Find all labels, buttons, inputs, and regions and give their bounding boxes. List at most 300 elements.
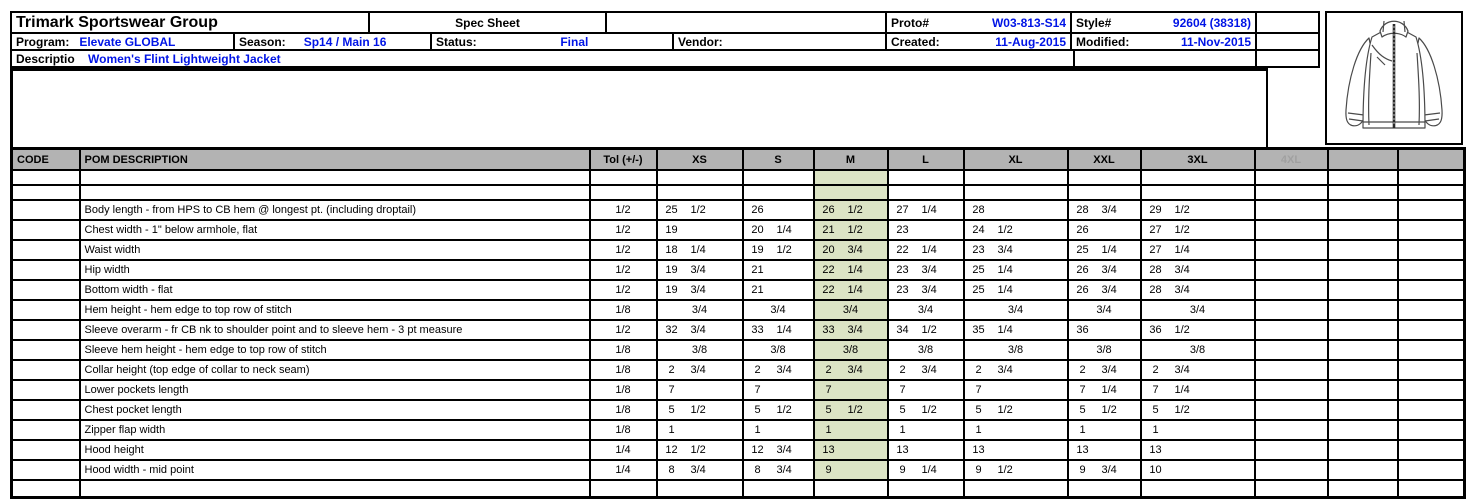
size-value-cell[interactable] [1068, 320, 1141, 340]
header-empty-cell [1257, 13, 1318, 32]
size-value-cell[interactable]: 3/8 [657, 340, 743, 360]
size-value-cell[interactable] [743, 260, 814, 280]
size-whole: 36 [1076, 324, 1089, 336]
tolerance-cell[interactable]: 1/4 [590, 460, 657, 480]
description-value[interactable]: Women's Flint Lightweight Jacket [88, 51, 281, 66]
empty-cell[interactable] [888, 185, 964, 200]
pom-row [12, 360, 1465, 380]
size-value-cell[interactable] [1141, 360, 1255, 380]
empty-cell[interactable] [743, 185, 814, 200]
empty-cell[interactable] [1068, 480, 1141, 498]
empty-cell[interactable] [1398, 185, 1465, 200]
size-value-cell[interactable] [1141, 280, 1255, 300]
season-cell [235, 34, 432, 49]
size-fraction: 1/4 [997, 264, 1013, 276]
empty-cell[interactable] [1328, 400, 1398, 420]
size-value-cell[interactable] [964, 320, 1068, 340]
size-value-cell[interactable] [964, 240, 1068, 260]
column-header-3xl: 3XL [1141, 149, 1255, 171]
pom-description-cell[interactable]: Hood height [80, 440, 590, 460]
empty-cell[interactable] [1398, 340, 1465, 360]
pom-description-cell[interactable]: Hip width [80, 260, 590, 280]
size-value-cell[interactable] [814, 220, 888, 240]
size-value-cell[interactable] [814, 400, 888, 420]
empty-cell[interactable] [1328, 170, 1398, 185]
code-cell[interactable] [12, 380, 80, 400]
empty-cell[interactable] [1255, 220, 1328, 240]
tolerance-cell[interactable]: 1/8 [590, 300, 657, 320]
size-value-cell[interactable] [1068, 280, 1141, 300]
tolerance-cell[interactable]: 1/4 [590, 440, 657, 460]
size-whole: 36 [1149, 324, 1162, 336]
code-cell[interactable] [12, 460, 80, 480]
size-value-cell[interactable]: 3/8 [888, 340, 964, 360]
pom-description-cell[interactable]: Waist width [80, 240, 590, 260]
pom-description-cell[interactable]: Sleeve hem height - hem edge to top row of stitch [80, 340, 590, 360]
size-value-cell[interactable] [657, 360, 743, 380]
size-whole: 1 [1079, 424, 1086, 436]
size-whole: 1 [975, 424, 982, 436]
size-value-cell[interactable] [964, 460, 1068, 480]
size-whole: 5 [668, 404, 675, 416]
size-value-cell[interactable] [964, 380, 1068, 400]
size-fraction: 3/4 [847, 364, 863, 376]
size-fraction: 3/4 [921, 264, 937, 276]
empty-cell[interactable] [1328, 240, 1398, 260]
size-whole: 22 [822, 284, 835, 296]
pom-description-cell[interactable]: Lower pockets length [80, 380, 590, 400]
empty-cell[interactable] [1398, 440, 1465, 460]
pom-description-cell[interactable]: Chest width - 1" below armhole, flat [80, 220, 590, 240]
empty-cell[interactable] [1398, 400, 1465, 420]
size-whole: 33 [751, 324, 764, 336]
size-whole: 29 [1149, 204, 1162, 216]
vendor-label: Vendor: [678, 34, 723, 49]
size-value-cell[interactable] [814, 200, 888, 220]
empty-cell[interactable] [964, 185, 1068, 200]
size-value-cell[interactable] [1141, 200, 1255, 220]
empty-cell[interactable] [1398, 240, 1465, 260]
empty-cell[interactable] [1398, 460, 1465, 480]
size-value-cell[interactable] [743, 320, 814, 340]
size-value-cell[interactable] [1141, 460, 1255, 480]
empty-cell[interactable] [80, 185, 590, 200]
size-value-cell[interactable] [888, 460, 964, 480]
code-cell[interactable] [12, 220, 80, 240]
size-value-cell[interactable] [657, 260, 743, 280]
empty-cell[interactable] [1328, 460, 1398, 480]
size-value-cell[interactable] [657, 460, 743, 480]
size-value-cell[interactable] [1068, 440, 1141, 460]
empty-cell[interactable] [1255, 240, 1328, 260]
empty-cell[interactable] [1255, 340, 1328, 360]
empty-cell[interactable] [1398, 320, 1465, 340]
code-cell[interactable] [12, 400, 80, 420]
size-value-cell[interactable] [1141, 260, 1255, 280]
size-fraction: 3/4 [997, 244, 1013, 256]
empty-cell[interactable] [814, 185, 888, 200]
size-fraction: 1/2 [1174, 204, 1190, 216]
empty-cell[interactable] [964, 170, 1068, 185]
size-value-cell[interactable] [888, 220, 964, 240]
empty-cell[interactable] [590, 480, 657, 498]
spec-sheet-header [10, 11, 1320, 68]
size-value-cell[interactable] [888, 280, 964, 300]
code-cell[interactable] [12, 360, 80, 380]
size-value-cell[interactable] [743, 220, 814, 240]
size-value-cell[interactable] [657, 200, 743, 220]
empty-cell[interactable] [1255, 185, 1328, 200]
empty-cell[interactable] [1255, 200, 1328, 220]
empty-cell[interactable] [1328, 440, 1398, 460]
program-value[interactable]: Elevate GLOBAL [79, 34, 176, 49]
pom-description-cell[interactable]: Bottom width - flat [80, 280, 590, 300]
size-value-cell[interactable] [1141, 220, 1255, 240]
status-value[interactable]: Final [560, 34, 589, 49]
empty-cell[interactable] [743, 480, 814, 498]
size-value-cell[interactable]: 3/4 [743, 300, 814, 320]
size-value-cell[interactable] [657, 280, 743, 300]
code-cell[interactable] [12, 340, 80, 360]
empty-cell[interactable] [1141, 185, 1255, 200]
empty-cell[interactable] [590, 185, 657, 200]
code-cell[interactable] [12, 420, 80, 440]
empty-cell[interactable] [1255, 460, 1328, 480]
size-value-cell[interactable] [888, 360, 964, 380]
size-whole: 19 [665, 264, 678, 276]
size-whole: 24 [972, 224, 985, 236]
size-value-cell[interactable]: 3/8 [964, 340, 1068, 360]
pom-description-cell[interactable]: Sleeve overarm - fr CB nk to shoulder point and to sleeve hem - 3 pt measure [80, 320, 590, 340]
pom-description-cell[interactable]: Hem height - hem edge to top row of stitch [80, 300, 590, 320]
empty-cell[interactable] [1255, 400, 1328, 420]
tolerance-cell[interactable]: 1/2 [590, 240, 657, 260]
size-value-cell[interactable] [1141, 440, 1255, 460]
size-value-cell[interactable] [1068, 360, 1141, 380]
empty-cell[interactable] [964, 480, 1068, 498]
season-value[interactable]: Sp14 / Main 16 [303, 34, 387, 49]
empty-cell[interactable] [1328, 185, 1398, 200]
size-fraction: 1/2 [921, 324, 937, 336]
size-whole: 33 [822, 324, 835, 336]
size-value-cell[interactable] [657, 240, 743, 260]
size-fraction: 1/4 [997, 284, 1013, 296]
empty-cell[interactable] [1328, 320, 1398, 340]
empty-cell[interactable] [1255, 280, 1328, 300]
size-whole: 2 [754, 364, 761, 376]
size-value-cell[interactable] [657, 320, 743, 340]
pom-row [12, 220, 1465, 240]
description-cell [12, 51, 1075, 66]
size-value-cell[interactable] [814, 420, 888, 440]
size-whole: 26 [1076, 264, 1089, 276]
pom-description-cell[interactable]: Hood width - mid point [80, 460, 590, 480]
size-value-cell[interactable] [1068, 260, 1141, 280]
empty-cell[interactable] [1255, 360, 1328, 380]
empty-cell[interactable] [1398, 280, 1465, 300]
size-whole: 1 [754, 424, 761, 436]
column-header-row [12, 149, 1465, 171]
empty-cell[interactable] [1398, 380, 1465, 400]
size-value-cell[interactable]: 3/8 [1141, 340, 1255, 360]
empty-cell[interactable] [1255, 420, 1328, 440]
size-whole: 21 [822, 224, 835, 236]
size-whole: 5 [899, 404, 906, 416]
size-fraction: 1/2 [776, 404, 792, 416]
pom-description-cell[interactable]: Body length - from HPS to CB hem @ longest pt. (including droptail) [80, 200, 590, 220]
tolerance-cell[interactable]: 1/2 [590, 200, 657, 220]
tolerance-cell[interactable]: 1/8 [590, 340, 657, 360]
size-value-cell[interactable] [888, 260, 964, 280]
size-fraction: 3/4 [776, 464, 792, 476]
empty-cell[interactable] [1068, 170, 1141, 185]
pom-row [12, 340, 1465, 360]
size-value-cell[interactable] [657, 420, 743, 440]
code-cell[interactable] [12, 260, 80, 280]
empty-cell[interactable] [1255, 320, 1328, 340]
empty-cell[interactable] [743, 170, 814, 185]
size-value-cell[interactable] [1141, 380, 1255, 400]
empty-cell[interactable] [590, 170, 657, 185]
empty-cell[interactable] [1255, 260, 1328, 280]
size-value-cell[interactable] [657, 220, 743, 240]
proto-cell [887, 13, 1072, 32]
code-cell[interactable] [12, 300, 80, 320]
code-cell[interactable] [12, 320, 80, 340]
empty-cell[interactable] [1398, 480, 1465, 498]
size-value-cell[interactable] [1141, 420, 1255, 440]
modified-label: Modified: [1076, 34, 1130, 49]
size-value-cell[interactable] [964, 440, 1068, 460]
size-value-cell[interactable] [964, 260, 1068, 280]
empty-cell[interactable] [657, 170, 743, 185]
size-value-cell[interactable] [657, 400, 743, 420]
size-value-cell[interactable] [964, 200, 1068, 220]
empty-cell[interactable] [657, 480, 743, 498]
empty-cell[interactable] [1328, 200, 1398, 220]
empty-cell[interactable] [1255, 300, 1328, 320]
size-value-cell[interactable] [814, 440, 888, 460]
size-value-cell[interactable] [888, 400, 964, 420]
empty-cell[interactable] [1398, 220, 1465, 240]
size-value-cell[interactable] [743, 200, 814, 220]
size-fraction: 1/4 [690, 244, 706, 256]
size-value-cell[interactable] [1068, 400, 1141, 420]
program-cell [12, 34, 235, 49]
size-value-cell[interactable] [1068, 420, 1141, 440]
empty-cell[interactable] [12, 480, 80, 498]
pom-row [12, 280, 1465, 300]
size-value-cell[interactable] [657, 440, 743, 460]
size-value-cell[interactable] [814, 280, 888, 300]
size-fraction: 3/4 [1101, 464, 1117, 476]
empty-cell[interactable] [1398, 300, 1465, 320]
size-value-cell[interactable] [743, 420, 814, 440]
tolerance-cell[interactable]: 1/2 [590, 320, 657, 340]
spec-table [10, 147, 1466, 499]
size-fraction: 1/4 [1174, 384, 1190, 396]
empty-cell[interactable] [1328, 480, 1398, 498]
empty-cell[interactable] [80, 480, 590, 498]
size-value-cell[interactable] [743, 360, 814, 380]
empty-cell[interactable] [657, 185, 743, 200]
pom-row [12, 300, 1465, 320]
code-cell[interactable] [12, 200, 80, 220]
tolerance-cell[interactable]: 1/8 [590, 400, 657, 420]
pom-row [12, 460, 1465, 480]
empty-cell[interactable] [1068, 185, 1141, 200]
size-value-cell[interactable]: 3/4 [1141, 300, 1255, 320]
column-header-xl: XL [964, 149, 1068, 171]
empty-cell[interactable] [1328, 300, 1398, 320]
empty-cell[interactable] [1328, 220, 1398, 240]
empty-cell[interactable] [888, 170, 964, 185]
size-whole: 32 [665, 324, 678, 336]
empty-cell[interactable] [1255, 380, 1328, 400]
size-value-cell[interactable]: 3/8 [1068, 340, 1141, 360]
header-empty-cell [1257, 51, 1318, 66]
empty-cell[interactable] [888, 480, 964, 498]
size-value-cell[interactable] [1068, 240, 1141, 260]
size-value-cell[interactable] [964, 220, 1068, 240]
size-whole: 13 [972, 444, 985, 456]
size-value-cell[interactable] [1068, 200, 1141, 220]
pom-description-cell[interactable]: Collar height (top edge of collar to neck seam) [80, 360, 590, 380]
empty-cell[interactable] [1255, 480, 1328, 498]
size-whole: 25 [972, 264, 985, 276]
size-value-cell[interactable] [1141, 320, 1255, 340]
size-value-cell[interactable] [743, 440, 814, 460]
empty-cell[interactable] [1328, 420, 1398, 440]
empty-cell[interactable] [1141, 480, 1255, 498]
size-whole: 9 [825, 464, 832, 476]
size-whole: 28 [1149, 264, 1162, 276]
tolerance-cell[interactable]: 1/2 [590, 280, 657, 300]
size-value-cell[interactable] [814, 260, 888, 280]
size-whole: 13 [1149, 444, 1162, 456]
column-header-xxl: XXL [1068, 149, 1141, 171]
empty-cell[interactable] [1328, 260, 1398, 280]
size-fraction: 3/4 [1101, 204, 1117, 216]
size-value-cell[interactable]: 3/8 [743, 340, 814, 360]
size-value-cell[interactable] [743, 460, 814, 480]
empty-cell[interactable] [1398, 360, 1465, 380]
size-value-cell[interactable] [1141, 400, 1255, 420]
size-fraction: 1/4 [997, 324, 1013, 336]
size-value-cell[interactable] [743, 380, 814, 400]
modified-value[interactable]: 11-Nov-2015 [1180, 34, 1251, 49]
empty-cell[interactable] [1398, 200, 1465, 220]
size-value-cell[interactable] [814, 460, 888, 480]
tolerance-cell[interactable]: 1/8 [590, 360, 657, 380]
empty-cell[interactable] [1328, 340, 1398, 360]
size-value-cell[interactable] [814, 380, 888, 400]
pom-row [12, 400, 1465, 420]
empty-cell[interactable] [1328, 360, 1398, 380]
size-value-cell[interactable] [964, 280, 1068, 300]
tolerance-cell[interactable]: 1/2 [590, 220, 657, 240]
size-whole: 27 [1149, 244, 1162, 256]
size-value-cell[interactable] [814, 360, 888, 380]
size-value-cell[interactable] [1068, 220, 1141, 240]
size-value-cell[interactable] [743, 240, 814, 260]
size-value-cell[interactable] [814, 240, 888, 260]
empty-cell[interactable] [12, 170, 80, 185]
column-header-4xl: 4XL [1255, 149, 1328, 171]
empty-cell[interactable] [1328, 280, 1398, 300]
size-value-cell[interactable] [814, 320, 888, 340]
size-fraction: 1/4 [776, 324, 792, 336]
size-value-cell[interactable] [888, 440, 964, 460]
size-value-cell[interactable] [657, 380, 743, 400]
empty-cell[interactable] [1328, 380, 1398, 400]
pom-row [12, 260, 1465, 280]
size-value-cell[interactable] [964, 400, 1068, 420]
size-value-cell[interactable] [964, 420, 1068, 440]
notes-empty-area [10, 68, 1268, 147]
size-fraction: 1/2 [847, 224, 863, 236]
empty-cell[interactable] [814, 480, 888, 498]
code-cell[interactable] [12, 440, 80, 460]
size-value-cell[interactable] [1068, 460, 1141, 480]
company-title: Trimark Sportswear Group [12, 13, 370, 32]
pom-description-cell[interactable]: Zipper flap width [80, 420, 590, 440]
size-value-cell[interactable] [888, 200, 964, 220]
size-value-cell[interactable] [888, 240, 964, 260]
code-cell[interactable] [12, 280, 80, 300]
proto-value[interactable]: W03-813-S14 [991, 15, 1066, 30]
size-value-cell[interactable]: 3/4 [657, 300, 743, 320]
pom-row [12, 320, 1465, 340]
size-value-cell[interactable] [1141, 240, 1255, 260]
style-value[interactable]: 92604 (38318) [1172, 15, 1251, 30]
tolerance-cell[interactable]: 1/8 [590, 380, 657, 400]
size-value-cell[interactable]: 3/4 [964, 300, 1068, 320]
size-value-cell[interactable]: 3/4 [1068, 300, 1141, 320]
size-whole: 10 [1149, 464, 1162, 476]
tolerance-cell[interactable]: 1/8 [590, 420, 657, 440]
empty-cell[interactable] [80, 170, 590, 185]
empty-cell[interactable] [1255, 440, 1328, 460]
empty-cell[interactable] [12, 185, 80, 200]
size-value-cell[interactable]: 3/8 [814, 340, 888, 360]
tolerance-cell[interactable]: 1/2 [590, 260, 657, 280]
size-value-cell[interactable] [743, 400, 814, 420]
size-value-cell[interactable] [888, 320, 964, 340]
created-value[interactable]: 11-Aug-2015 [995, 34, 1066, 49]
empty-cell[interactable] [1141, 170, 1255, 185]
empty-cell[interactable] [814, 170, 888, 185]
size-value-cell[interactable] [888, 420, 964, 440]
empty-cell[interactable] [1398, 420, 1465, 440]
spacer-row [12, 170, 1465, 185]
status-cell [432, 34, 674, 49]
empty-cell[interactable] [1398, 260, 1465, 280]
pom-description-cell[interactable]: Chest pocket length [80, 400, 590, 420]
size-value-cell[interactable] [1068, 380, 1141, 400]
size-value-cell[interactable] [743, 280, 814, 300]
size-fraction: 3/4 [690, 264, 706, 276]
size-fraction: 1/4 [847, 264, 863, 276]
size-value-cell[interactable]: 3/4 [888, 300, 964, 320]
size-whole: 2 [1152, 364, 1159, 376]
size-value-cell[interactable] [888, 380, 964, 400]
empty-cell[interactable] [1398, 170, 1465, 185]
empty-cell[interactable] [1255, 170, 1328, 185]
size-value-cell[interactable]: 3/4 [814, 300, 888, 320]
size-value-cell[interactable] [964, 360, 1068, 380]
code-cell[interactable] [12, 240, 80, 260]
